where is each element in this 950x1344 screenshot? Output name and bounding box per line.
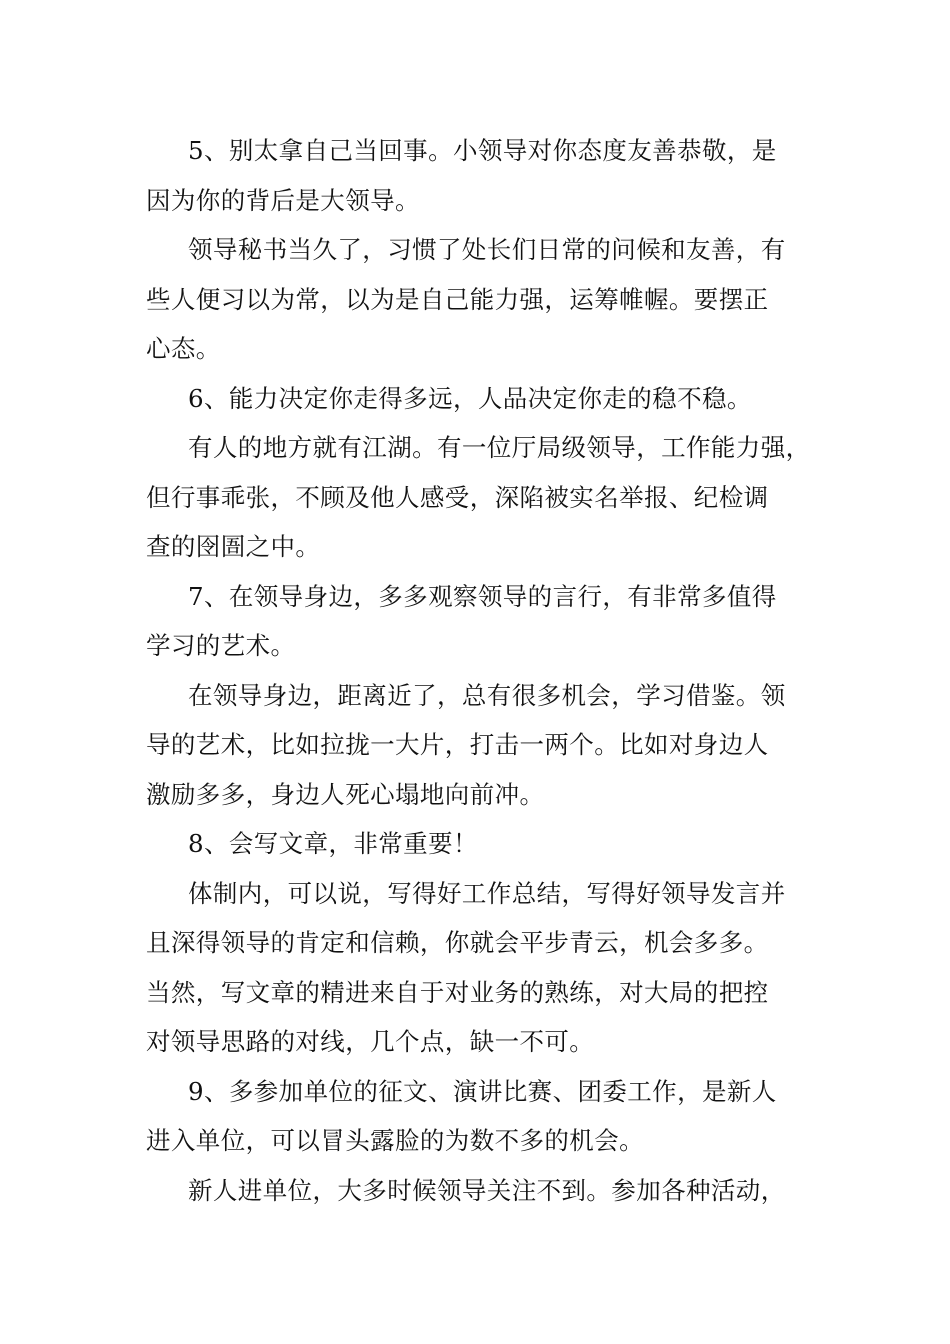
paragraph-body (146, 671, 826, 820)
text-line: 导的艺术，比如拉拢一大片，打击一两个。比如对身边人 (146, 730, 769, 759)
text-line: 但行事乖张，不顾及他人感受，深陷被实名举报、纪检调 (146, 482, 769, 512)
text-line: 心态。 (146, 334, 221, 363)
text-line: 在领导身边，距离近了，总有很多机会，学习借鉴。领 (188, 680, 786, 710)
paragraph-body (146, 869, 826, 1067)
text-line: 且深得领导的肯定和信赖，你就会平步青云，机会多多。 (146, 928, 769, 957)
paragraph-tip-6 (146, 374, 826, 424)
text-line: 激励多多，身边人死心塌地向前冲。 (146, 779, 545, 809)
text-line: 学习的艺术。 (146, 631, 296, 660)
text-line: 进入单位，可以冒头露脸的为数不多的机会。 (146, 1126, 644, 1155)
text-line: 有人的地方就有江湖。有一位厅局级领导，工作能力强， (188, 433, 811, 462)
paragraph-tip-7 (146, 572, 826, 671)
text-line: 对领导思路的对线，几个点，缺一不可。 (146, 1027, 595, 1056)
paragraph-body (146, 225, 826, 374)
text-line: 5、别太拿自己当回事。小领导对你态度友善恭敬，是 (188, 136, 777, 165)
text-line: 9、多参加单位的征文、演讲比赛、团委工作，是新人 (188, 1076, 777, 1106)
paragraph-tip-8 (146, 819, 826, 869)
text-line: 领导秘书当久了，习惯了处长们日常的问候和友善，有 (188, 235, 786, 264)
paragraph-tip-9 (146, 1067, 826, 1166)
text-line: 体制内，可以说，写得好工作总结，写得好领导发言并 (188, 878, 786, 908)
text-line: 些人便习以为常，以为是自己能力强，运筹帷幄。要摆正 (146, 284, 769, 314)
document-body (146, 126, 826, 1215)
paragraph-body (146, 1166, 826, 1216)
text-line: 8、会写文章，非常重要！ (188, 829, 478, 858)
paragraph-body (146, 423, 826, 572)
text-line: 查的囹圄之中。 (146, 532, 321, 561)
text-line: 因为你的背后是大领导。 (146, 185, 420, 215)
text-line: 当然，写文章的精进来自于对业务的熟练，对大局的把控 (146, 977, 769, 1007)
text-line: 新人进单位，大多时候领导关注不到。参加各种活动， (188, 1175, 786, 1205)
paragraph-tip-5 (146, 126, 826, 225)
text-line: 7、在领导身边，多多观察领导的言行，有非常多值得 (188, 581, 777, 611)
text-line: 6、能力决定你走得多远，人品决定你走的稳不稳。 (188, 383, 752, 413)
